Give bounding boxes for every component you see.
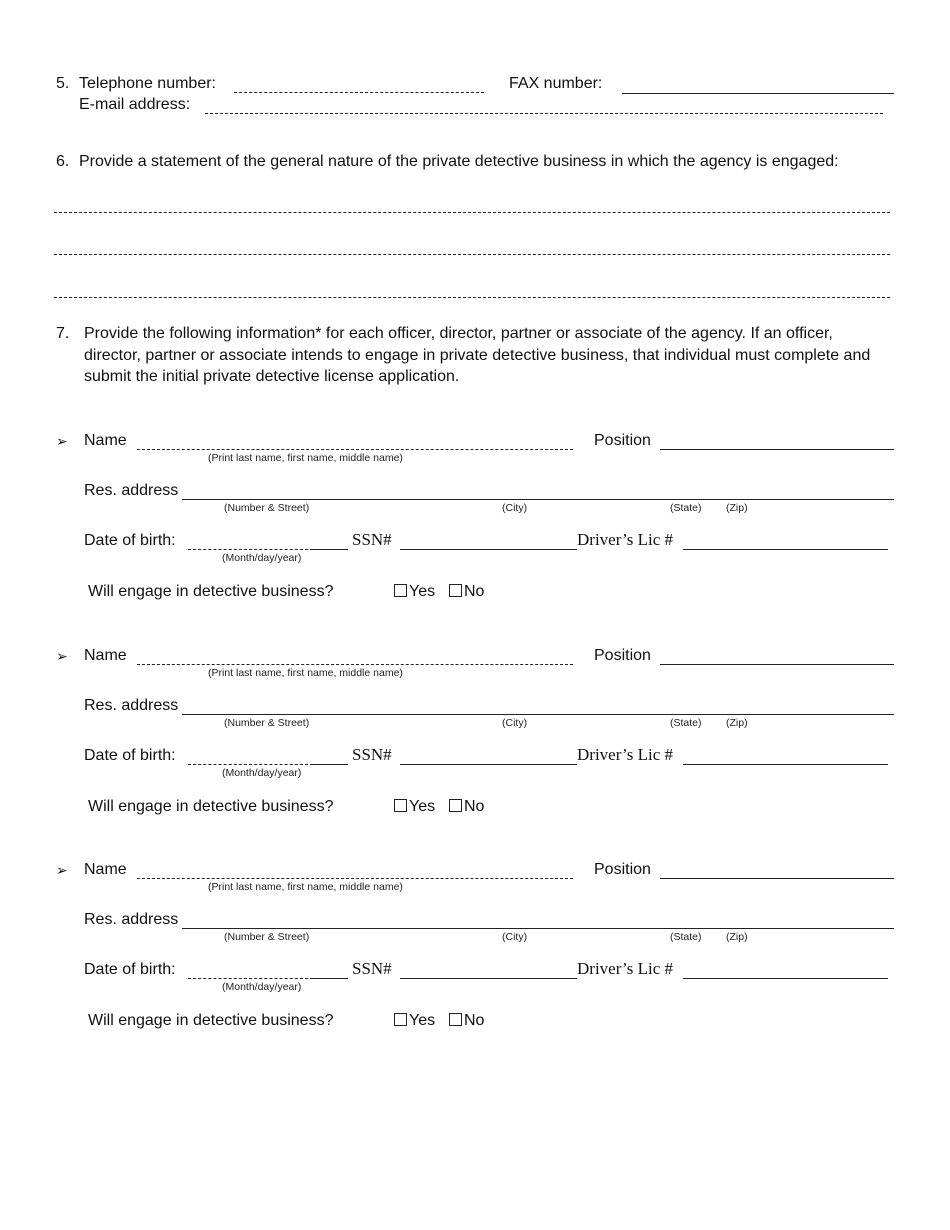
- state-hint: (State): [670, 931, 702, 943]
- no-option[interactable]: [449, 797, 484, 817]
- yes-option[interactable]: [394, 797, 435, 817]
- city-hint: (City): [502, 931, 528, 943]
- street-hint: (Number & Street): [224, 502, 310, 514]
- q7-text: Provide the following information* for each officer, director, partner or associate of the agency. If an officer, director, partner or associate intends to engage in private detective business, that individual must complete and submit the initial private detective license application.: [84, 325, 871, 385]
- ssn-field[interactable]: [400, 764, 577, 765]
- bullet-arrow-icon: ➢: [56, 862, 68, 878]
- position-label: Position: [594, 861, 651, 878]
- fax-field[interactable]: [622, 93, 894, 94]
- q6-text: Provide a statement of the general nature of the private detective business in which the agency is engaged:: [79, 153, 839, 170]
- yes-option[interactable]: [394, 582, 435, 602]
- address-field[interactable]: [182, 499, 894, 500]
- address-label: Res. address: [84, 911, 179, 928]
- license-field[interactable]: [683, 978, 888, 979]
- fax-label: FAX number:: [509, 75, 603, 92]
- zip-hint: (Zip): [726, 931, 748, 943]
- name-field[interactable]: [137, 664, 573, 665]
- dob-field[interactable]: [188, 978, 308, 979]
- name-label: Name: [84, 861, 127, 878]
- q6-number: 6.: [56, 153, 70, 170]
- bullet-arrow-icon: ➢: [56, 433, 68, 449]
- dob-hint: (Month/day/year): [222, 552, 302, 564]
- telephone-label: Telephone number:: [79, 75, 216, 92]
- name-label: Name: [84, 432, 127, 449]
- license-label: Driver’s Lic #: [577, 530, 673, 549]
- yes-label: Yes: [409, 798, 436, 815]
- dob-label: Date of birth:: [84, 747, 176, 764]
- no-option[interactable]: [449, 1011, 484, 1031]
- person-block-1: [0, 431, 950, 611]
- yes-label: Yes: [409, 583, 436, 600]
- ssn-label: SSN#: [352, 530, 392, 549]
- name-field[interactable]: [137, 878, 573, 879]
- ssn-field[interactable]: [400, 549, 577, 550]
- zip-hint: (Zip): [726, 502, 748, 514]
- q6-answer-line-2[interactable]: [54, 254, 890, 255]
- dob-label: Date of birth:: [84, 961, 176, 978]
- zip-hint: (Zip): [726, 717, 748, 729]
- license-field[interactable]: [683, 764, 888, 765]
- address-label: Res. address: [84, 482, 179, 499]
- address-field[interactable]: [182, 714, 894, 715]
- yes-checkbox[interactable]: [394, 1013, 407, 1026]
- license-label: Driver’s Lic #: [577, 959, 673, 978]
- address-field[interactable]: [182, 928, 894, 929]
- no-label: No: [464, 583, 485, 600]
- yes-checkbox[interactable]: [394, 799, 407, 812]
- q5-number: 5.: [56, 75, 70, 92]
- name-label: Name: [84, 647, 127, 664]
- dob-label: Date of birth:: [84, 532, 176, 549]
- dob-hint: (Month/day/year): [222, 767, 302, 779]
- detective-question: Will engage in detective business?: [88, 798, 334, 815]
- yes-checkbox[interactable]: [394, 584, 407, 597]
- q7-number: 7.: [56, 325, 70, 342]
- email-field[interactable]: [205, 113, 883, 114]
- city-hint: (City): [502, 717, 528, 729]
- q6-answer-line-1[interactable]: [54, 212, 890, 213]
- ssn-label: SSN#: [352, 959, 392, 978]
- position-field[interactable]: [660, 878, 894, 879]
- name-hint: (Print last name, first name, middle name): [208, 667, 403, 679]
- yes-option[interactable]: [394, 1011, 435, 1031]
- city-hint: (City): [502, 502, 528, 514]
- person-block-3: [0, 860, 950, 1040]
- ssn-field[interactable]: [400, 978, 577, 979]
- yes-label: Yes: [409, 1012, 436, 1029]
- state-hint: (State): [670, 502, 702, 514]
- no-checkbox[interactable]: [449, 584, 462, 597]
- person-block-2: [0, 646, 950, 826]
- position-label: Position: [594, 647, 651, 664]
- bullet-arrow-icon: ➢: [56, 648, 68, 664]
- dob-field[interactable]: [188, 549, 308, 550]
- detective-question: Will engage in detective business?: [88, 1012, 334, 1029]
- position-field[interactable]: [660, 449, 894, 450]
- name-hint: (Print last name, first name, middle name): [208, 881, 403, 893]
- street-hint: (Number & Street): [224, 717, 310, 729]
- license-label: Driver’s Lic #: [577, 745, 673, 764]
- no-label: No: [464, 1012, 485, 1029]
- telephone-field[interactable]: [234, 92, 484, 93]
- street-hint: (Number & Street): [224, 931, 310, 943]
- dob-field-end: [310, 764, 348, 765]
- dob-field-end: [310, 978, 348, 979]
- dob-field-end: [310, 549, 348, 550]
- no-checkbox[interactable]: [449, 799, 462, 812]
- ssn-label: SSN#: [352, 745, 392, 764]
- email-label: E-mail address:: [79, 96, 191, 113]
- dob-hint: (Month/day/year): [222, 981, 302, 993]
- license-field[interactable]: [683, 549, 888, 550]
- position-label: Position: [594, 432, 651, 449]
- address-label: Res. address: [84, 697, 179, 714]
- position-field[interactable]: [660, 664, 894, 665]
- detective-question: Will engage in detective business?: [88, 583, 334, 600]
- no-checkbox[interactable]: [449, 1013, 462, 1026]
- name-field[interactable]: [137, 449, 573, 450]
- state-hint: (State): [670, 717, 702, 729]
- no-option[interactable]: [449, 582, 484, 602]
- name-hint: (Print last name, first name, middle name): [208, 452, 403, 464]
- q6-answer-line-3[interactable]: [54, 297, 890, 298]
- no-label: No: [464, 798, 485, 815]
- dob-field[interactable]: [188, 764, 308, 765]
